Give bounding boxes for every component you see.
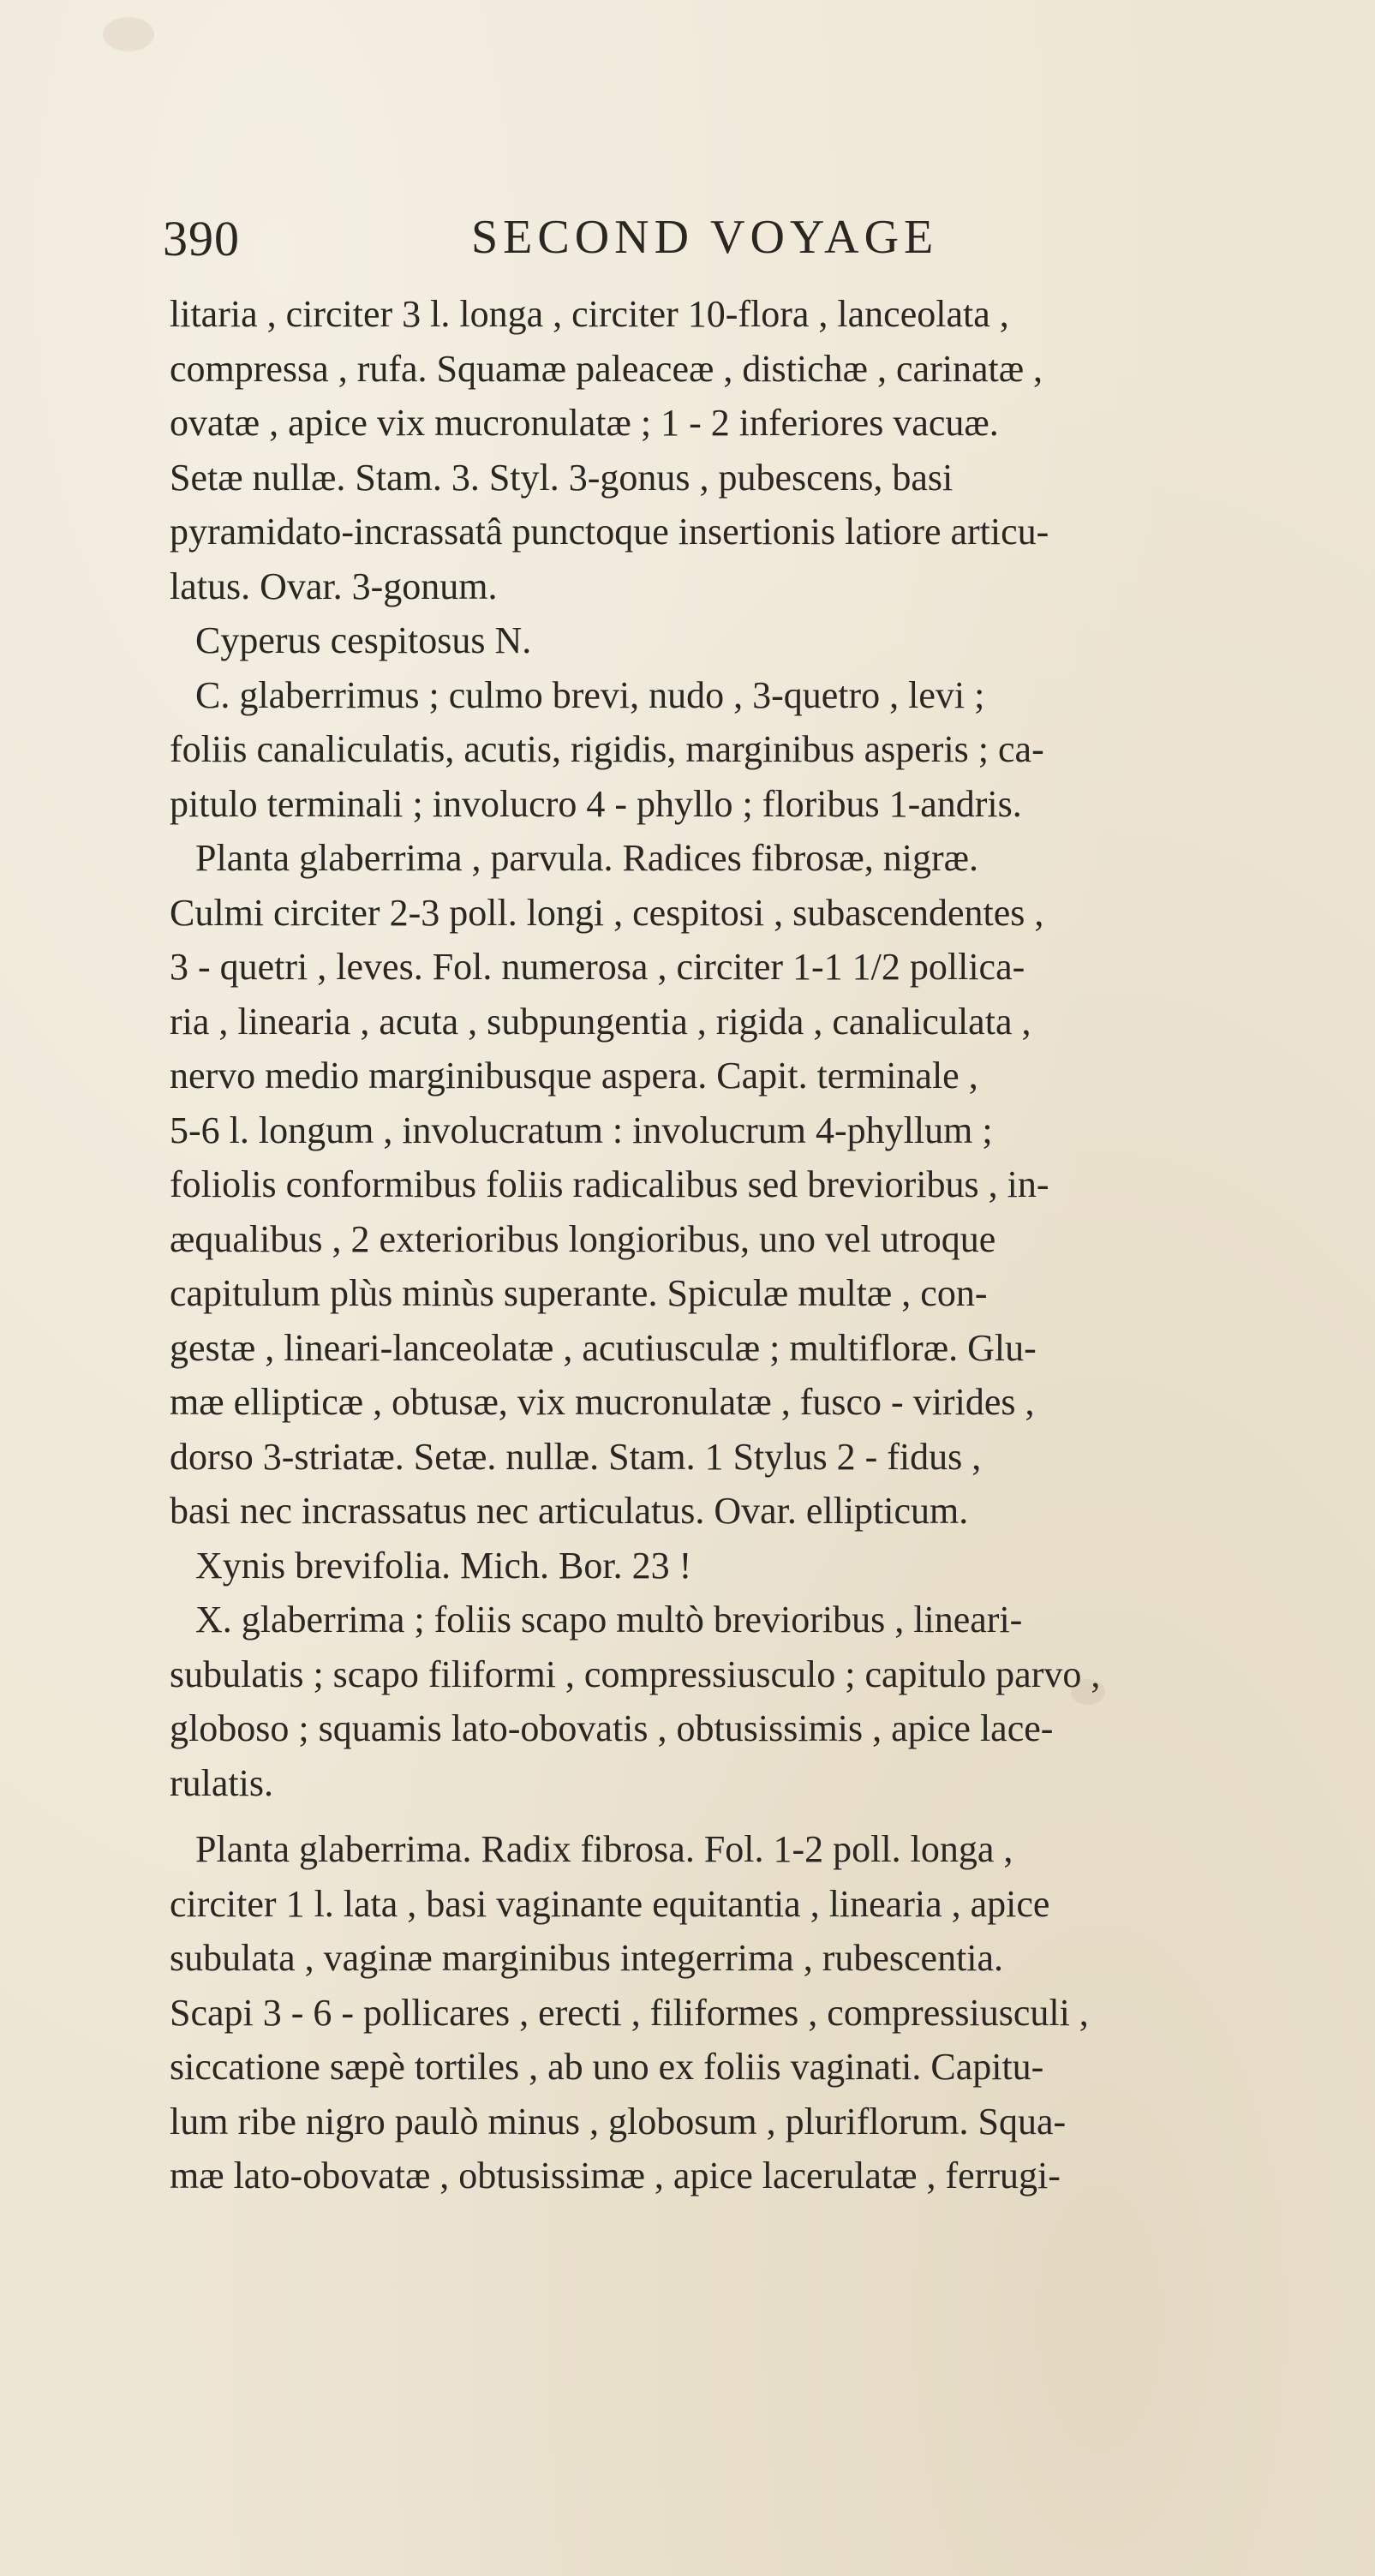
- text-line: Culmi circiter 2-3 poll. longi , cespitosi , subascendentes ,: [170, 891, 1044, 934]
- text-line: mæ ellipticæ , obtusæ, vix mucronulatæ , fusco - virides ,: [170, 1381, 1035, 1423]
- text-line: latus. Ovar. 3-gonum.: [170, 565, 498, 607]
- text-line: 5-6 l. longum , involucratum : involucrum 4-phyllum ;: [170, 1109, 993, 1151]
- text-line: basi nec incrassatus nec articulatus. Ovar. ellipticum.: [170, 1490, 969, 1532]
- page-body-text: [170, 287, 1309, 2203]
- text-line: mæ lato-obovatæ , obtusissimæ , apice lacerulatæ , ferrugi-: [170, 2155, 1061, 2196]
- text-line: subulata , vaginæ marginibus integerrima , rubescentia.: [170, 1937, 1004, 1979]
- text-line: æqualibus , 2 exterioribus longioribus, uno vel utroque: [170, 1217, 996, 1260]
- text-line: X. glaberrima ; foliis scapo multò brevioribus , lineari-: [195, 1599, 1023, 1641]
- paper-stain: [103, 17, 154, 51]
- text-line: pyramidato-incrassatâ punctoque insertionis latiore articu-: [170, 511, 1049, 553]
- text-line: ovatæ , apice vix mucronulatæ ; 1 - 2 inferiores vacuæ.: [170, 402, 999, 444]
- text-line: lum ribe nigro paulò minus , globosum , pluriflorum. Squa-: [170, 2100, 1067, 2143]
- text-line: litaria , circiter 3 l. longa , circiter 10-flora , lanceolata ,: [170, 293, 1009, 335]
- text-line: dorso 3-striatæ. Setæ. nullæ. Stam. 1 Stylus 2 - fidus ,: [170, 1435, 982, 1478]
- text-line: ria , linearia , acuta , subpungentia , rigida , canaliculata ,: [170, 1000, 1031, 1043]
- text-line: foliolis conformibus foliis radicalibus sed brevioribus , in-: [170, 1163, 1049, 1205]
- text-line: Planta glaberrima , parvula. Radices fibrosæ, nigræ.: [195, 837, 978, 879]
- text-line: foliis canaliculatis, acutis, rigidis, marginibus asperis ; ca-: [170, 728, 1044, 770]
- species-heading-xynis: Xynis brevifolia. Mich. Bor. 23 !: [195, 1544, 692, 1587]
- page-number: 390: [163, 211, 240, 266]
- text-line: siccatione sæpè tortiles , ab uno ex foliis vaginati. Capitu-: [170, 2046, 1044, 2088]
- text-line: 3 - quetri , leves. Fol. numerosa , circiter 1-1 1/2 pollica-: [170, 946, 1025, 988]
- page-header: [163, 210, 1242, 278]
- species-heading-cyperus: Cyperus cespitosus N.: [195, 619, 532, 661]
- text-line: capitulum plùs minùs superante. Spiculæ multæ , con-: [170, 1272, 988, 1314]
- text-line: subulatis ; scapo filiformi , compressiusculo ; capitulo parvo ,: [170, 1653, 1101, 1695]
- text-line: compressa , rufa. Squamæ paleaceæ , distichæ , carinatæ ,: [170, 347, 1043, 390]
- text-line: pitulo terminali ; involucro 4 - phyllo ; floribus 1-andris.: [170, 782, 1022, 825]
- text-line: circiter 1 l. lata , basi vaginante equitantia , linearia , apice: [170, 1882, 1050, 1925]
- running-title: SECOND VOYAGE: [471, 211, 939, 264]
- text-line: C. glaberrimus ; culmo brevi, nudo , 3-quetro , levi ;: [195, 673, 985, 716]
- text-line: nervo medio marginibusque aspera. Capit. terminale ,: [170, 1055, 978, 1097]
- text-line: Scapi 3 - 6 - pollicares , erecti , filiformes , compressiusculi ,: [170, 1991, 1089, 2034]
- text-line: globoso ; squamis lato-obovatis , obtusissimis , apice lace-: [170, 1707, 1054, 1749]
- text-line: Planta glaberrima. Radix fibrosa. Fol. 1-2 poll. longa ,: [195, 1828, 1013, 1870]
- paper-stain: [1071, 1679, 1105, 1705]
- text-line: rulatis.: [170, 1761, 273, 1804]
- text-line: Setæ nullæ. Stam. 3. Styl. 3-gonus , pubescens, basi: [170, 456, 954, 499]
- text-line: gestæ , lineari-lanceolatæ , acutiusculæ ; multifloræ. Glu-: [170, 1326, 1037, 1369]
